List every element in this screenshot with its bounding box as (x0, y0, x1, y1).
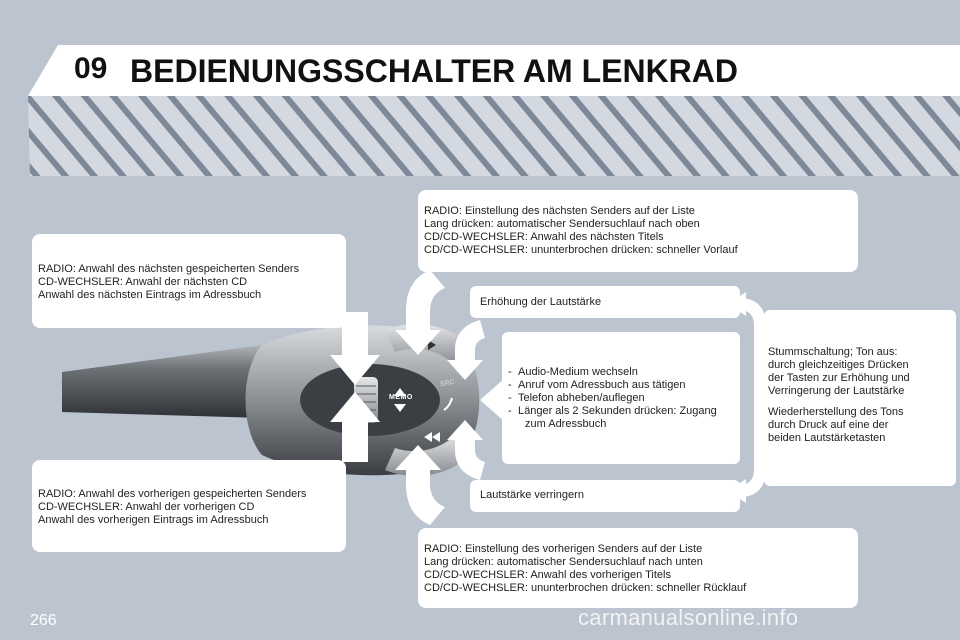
list-item-text: Länger als 2 Sekunden drücken: Zugang (518, 405, 717, 417)
callout-line: CD/CD-WECHSLER: Anwahl des vorherigen Titels (424, 569, 671, 581)
callout-line: durch Druck auf eine der (768, 419, 889, 431)
callout-line: Stummschaltung; Ton aus: (768, 346, 898, 358)
list-item: - Länger als 2 Sekunden drücken: Zugang (508, 405, 717, 417)
callout-line: RADIO: Einstellung des vorherigen Senders auf der Liste (424, 543, 703, 555)
callout-line: CD/CD-WECHSLER: ununterbrochen drücken: schneller Vorlauf (424, 244, 738, 256)
callout-line: CD-WECHSLER: Anwahl der nächsten CD (38, 276, 248, 288)
callout-line: Lang drücken: automatischer Sendersuchlauf nach unten (424, 556, 703, 568)
callout-volume-down (470, 480, 740, 512)
callout-memo-next (32, 234, 346, 328)
chapter-number: 09 (74, 52, 108, 85)
callout-src (502, 332, 740, 464)
mute-bracket (740, 298, 766, 497)
list-item-text: Anruf vom Adressbuch aus tätigen (518, 379, 686, 391)
callout-line: der Tasten zur Erhöhung und (768, 372, 910, 384)
callout-line: Erhöhung der Lautstärke (480, 296, 602, 308)
page-title: BEDIENUNGSSCHALTER AM LENKRAD (130, 53, 738, 89)
src-label: SRC (439, 378, 456, 389)
list-item (508, 418, 717, 431)
callout-line: Lautstärke verringern (480, 489, 584, 501)
list-item-text: Telefon abheben/auflegen (518, 392, 645, 404)
list-item-text: Audio-Medium wechseln (518, 366, 638, 378)
callout-seek-down (418, 528, 858, 608)
watermark: carmanualsonline.info (578, 605, 799, 630)
list-item: - Audio-Medium wechseln (508, 366, 638, 378)
list-item: - Anruf vom Adressbuch aus tätigen (508, 379, 686, 391)
list-item-text: zum Adressbuch (525, 418, 607, 430)
callout-mute (764, 310, 956, 486)
callout-line: Verringerung der Lautstärke (768, 385, 905, 397)
callout-line: RADIO: Anwahl des nächsten gespeicherten Senders (38, 263, 300, 275)
callout-line: CD/CD-WECHSLER: Anwahl des nächsten Titels (424, 231, 664, 243)
callout-seek-up (418, 190, 858, 272)
page-number: 266 (30, 612, 57, 629)
callout-line: CD-WECHSLER: Anwahl der vorherigen CD (38, 501, 255, 513)
list-item: - Telefon abheben/auflegen (508, 392, 645, 404)
callout-volume-up (470, 286, 740, 318)
callout-memo-prev (32, 460, 346, 552)
callout-line: beiden Lautstärketasten (768, 432, 886, 444)
callout-line: RADIO: Einstellung des nächsten Senders auf der Liste (424, 205, 695, 217)
callout-line: durch gleichzeitiges Drücken (768, 359, 909, 371)
callout-line: Anwahl des vorherigen Eintrags im Adressbuch (38, 514, 269, 526)
callout-line: Wiederherstellung des Tons (768, 406, 904, 418)
callout-line: RADIO: Anwahl des vorherigen gespeicherten Senders (38, 488, 307, 500)
header-hatch-band (28, 96, 960, 176)
callout-line: CD/CD-WECHSLER: ununterbrochen drücken: schneller Rücklauf (424, 582, 747, 594)
callout-line: Lang drücken: automatischer Sendersuchlauf nach oben (424, 218, 700, 230)
callout-line: Anwahl des nächsten Eintrags im Adressbuch (38, 289, 262, 301)
memo-label: MEMO (389, 394, 413, 401)
